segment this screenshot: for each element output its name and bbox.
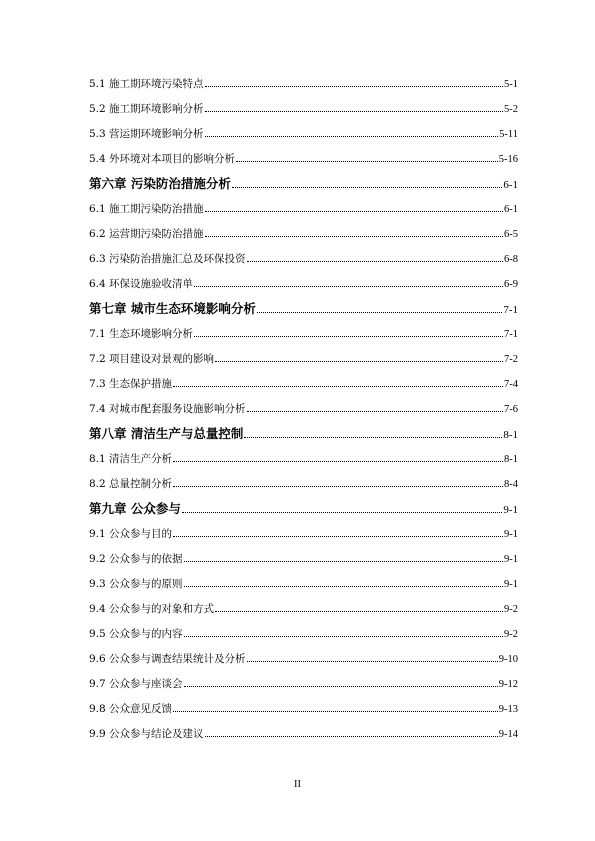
toc-entry-label: 9.1 公众参与目的 — [89, 528, 173, 540]
toc-entry-page: 9-1 — [504, 529, 518, 540]
toc-entry-label: 7.2 项目建设对景观的影响 — [89, 353, 215, 365]
toc-section-entry[interactable] — [89, 353, 518, 378]
toc-entry-label: 第八章 清洁生产与总量控制 — [89, 426, 244, 441]
dot-leader — [232, 186, 502, 188]
dot-leader — [194, 335, 503, 337]
toc-entry-label: 7.1 生态环境影响分析 — [89, 328, 194, 340]
dot-leader — [194, 285, 503, 287]
dot-leader — [205, 235, 503, 237]
toc-entry-page: 8-1 — [503, 429, 518, 441]
toc-entry-label: 9.7 公众参与座谈会 — [89, 678, 183, 690]
toc-entry-label: 5.3 营运期环境影响分析 — [89, 128, 204, 140]
toc-section-entry[interactable] — [89, 403, 518, 428]
toc-entry-label: 6.3 污染防治措施汇总及环保投资 — [89, 253, 246, 265]
toc-entry-label: 9.3 公众参与的原则 — [89, 578, 183, 590]
toc-entry-label: 7.4 对城市配套服务设施影响分析 — [89, 403, 246, 415]
dot-leader — [184, 560, 503, 562]
toc-section-entry[interactable] — [89, 78, 518, 103]
toc-entry-label: 8.1 清洁生产分析 — [89, 453, 173, 465]
toc-section-entry[interactable] — [89, 553, 518, 578]
dot-leader — [257, 311, 502, 313]
toc-section-entry[interactable] — [89, 453, 518, 478]
toc-entry-label: 9.4 公众参与的对象和方式 — [89, 603, 215, 615]
toc-entry-label: 5.2 施工期环境影响分析 — [89, 103, 204, 115]
toc-entry-page: 8-4 — [504, 479, 518, 490]
dot-leader — [205, 135, 499, 137]
toc-section-entry[interactable] — [89, 628, 518, 653]
toc-entry-page: 6-8 — [504, 254, 518, 265]
toc-entry-label: 6.4 环保设施验收清单 — [89, 278, 194, 290]
toc-section-entry[interactable] — [89, 103, 518, 128]
toc-chapter-entry[interactable] — [89, 428, 518, 453]
toc-entry-page: 5-11 — [499, 129, 518, 140]
dot-leader — [205, 210, 503, 212]
dot-leader — [244, 436, 502, 438]
toc-entry-page: 9-1 — [504, 554, 518, 565]
toc-entry-label: 第九章 公众参与 — [89, 501, 181, 516]
dot-leader — [184, 585, 503, 587]
toc-entry-label: 第六章 污染防治措施分析 — [89, 176, 231, 191]
toc-section-entry[interactable] — [89, 128, 518, 153]
toc-entry-page: 5-16 — [498, 154, 518, 165]
toc-entry-page: 6-1 — [504, 204, 518, 215]
toc-section-entry[interactable] — [89, 253, 518, 278]
toc-entry-page: 5-2 — [504, 104, 518, 115]
toc-entry-page: 6-1 — [503, 179, 518, 191]
toc-section-entry[interactable] — [89, 478, 518, 503]
table-of-contents — [89, 78, 518, 753]
toc-section-entry[interactable] — [89, 328, 518, 353]
toc-entry-page: 9-13 — [498, 704, 518, 715]
dot-leader — [184, 685, 498, 687]
toc-section-entry[interactable] — [89, 153, 518, 178]
dot-leader — [247, 660, 498, 662]
dot-leader — [205, 110, 503, 112]
dot-leader — [215, 610, 503, 612]
toc-entry-page: 9-2 — [504, 604, 518, 615]
toc-entry-page: 7-1 — [503, 304, 518, 316]
toc-entry-page: 6-5 — [504, 229, 518, 240]
toc-section-entry[interactable] — [89, 703, 518, 728]
toc-chapter-entry[interactable] — [89, 178, 518, 203]
toc-chapter-entry[interactable] — [89, 303, 518, 328]
toc-entry-page: 6-9 — [504, 279, 518, 290]
toc-section-entry[interactable] — [89, 278, 518, 303]
dot-leader — [173, 710, 498, 712]
toc-section-entry[interactable] — [89, 728, 518, 753]
toc-section-entry[interactable] — [89, 678, 518, 703]
toc-section-entry[interactable] — [89, 228, 518, 253]
toc-entry-label: 9.2 公众参与的依据 — [89, 553, 183, 565]
toc-entry-page: 9-14 — [498, 729, 518, 740]
toc-entry-page: 9-10 — [498, 654, 518, 665]
toc-section-entry[interactable] — [89, 603, 518, 628]
dot-leader — [205, 735, 498, 737]
toc-entry-page: 9-2 — [504, 629, 518, 640]
toc-entry-label: 9.9 公众参与结论及建议 — [89, 728, 204, 740]
dot-leader — [184, 635, 503, 637]
page-number: II — [294, 779, 301, 790]
toc-entry-label: 5.1 施工期环境污染特点 — [89, 78, 204, 90]
toc-entry-label: 6.1 施工期污染防治措施 — [89, 203, 204, 215]
toc-entry-label: 7.3 生态保护措施 — [89, 378, 173, 390]
toc-section-entry[interactable] — [89, 528, 518, 553]
toc-entry-label: 9.8 公众意见反馈 — [89, 703, 173, 715]
dot-leader — [247, 260, 503, 262]
dot-leader — [173, 485, 503, 487]
toc-entry-label: 8.2 总量控制分析 — [89, 478, 173, 490]
toc-chapter-entry[interactable] — [89, 503, 518, 528]
toc-entry-page: 8-1 — [504, 454, 518, 465]
toc-entry-label: 5.4 外环境对本项目的影响分析 — [89, 153, 236, 165]
toc-entry-page: 7-6 — [504, 404, 518, 415]
toc-section-entry[interactable] — [89, 578, 518, 603]
dot-leader — [236, 160, 498, 162]
toc-entry-page: 7-4 — [504, 379, 518, 390]
dot-leader — [247, 410, 503, 412]
toc-entry-page: 9-1 — [503, 504, 518, 516]
toc-entry-label: 9.6 公众参与调查结果统计及分析 — [89, 653, 246, 665]
dot-leader — [205, 85, 503, 87]
toc-entry-label: 9.5 公众参与的内容 — [89, 628, 183, 640]
toc-entry-page: 9-12 — [498, 679, 518, 690]
dot-leader — [182, 511, 502, 513]
toc-entry-label: 第七章 城市生态环境影响分析 — [89, 301, 256, 316]
dot-leader — [173, 535, 503, 537]
toc-section-entry[interactable] — [89, 653, 518, 678]
toc-entry-page: 9-1 — [504, 579, 518, 590]
dot-leader — [215, 360, 503, 362]
toc-section-entry[interactable] — [89, 378, 518, 403]
toc-entry-page: 7-1 — [504, 329, 518, 340]
toc-entry-page: 7-2 — [504, 354, 518, 365]
toc-entry-label: 6.2 运营期污染防治措施 — [89, 228, 204, 240]
dot-leader — [173, 385, 503, 387]
toc-entry-page: 5-1 — [504, 79, 518, 90]
dot-leader — [173, 460, 503, 462]
toc-section-entry[interactable] — [89, 203, 518, 228]
